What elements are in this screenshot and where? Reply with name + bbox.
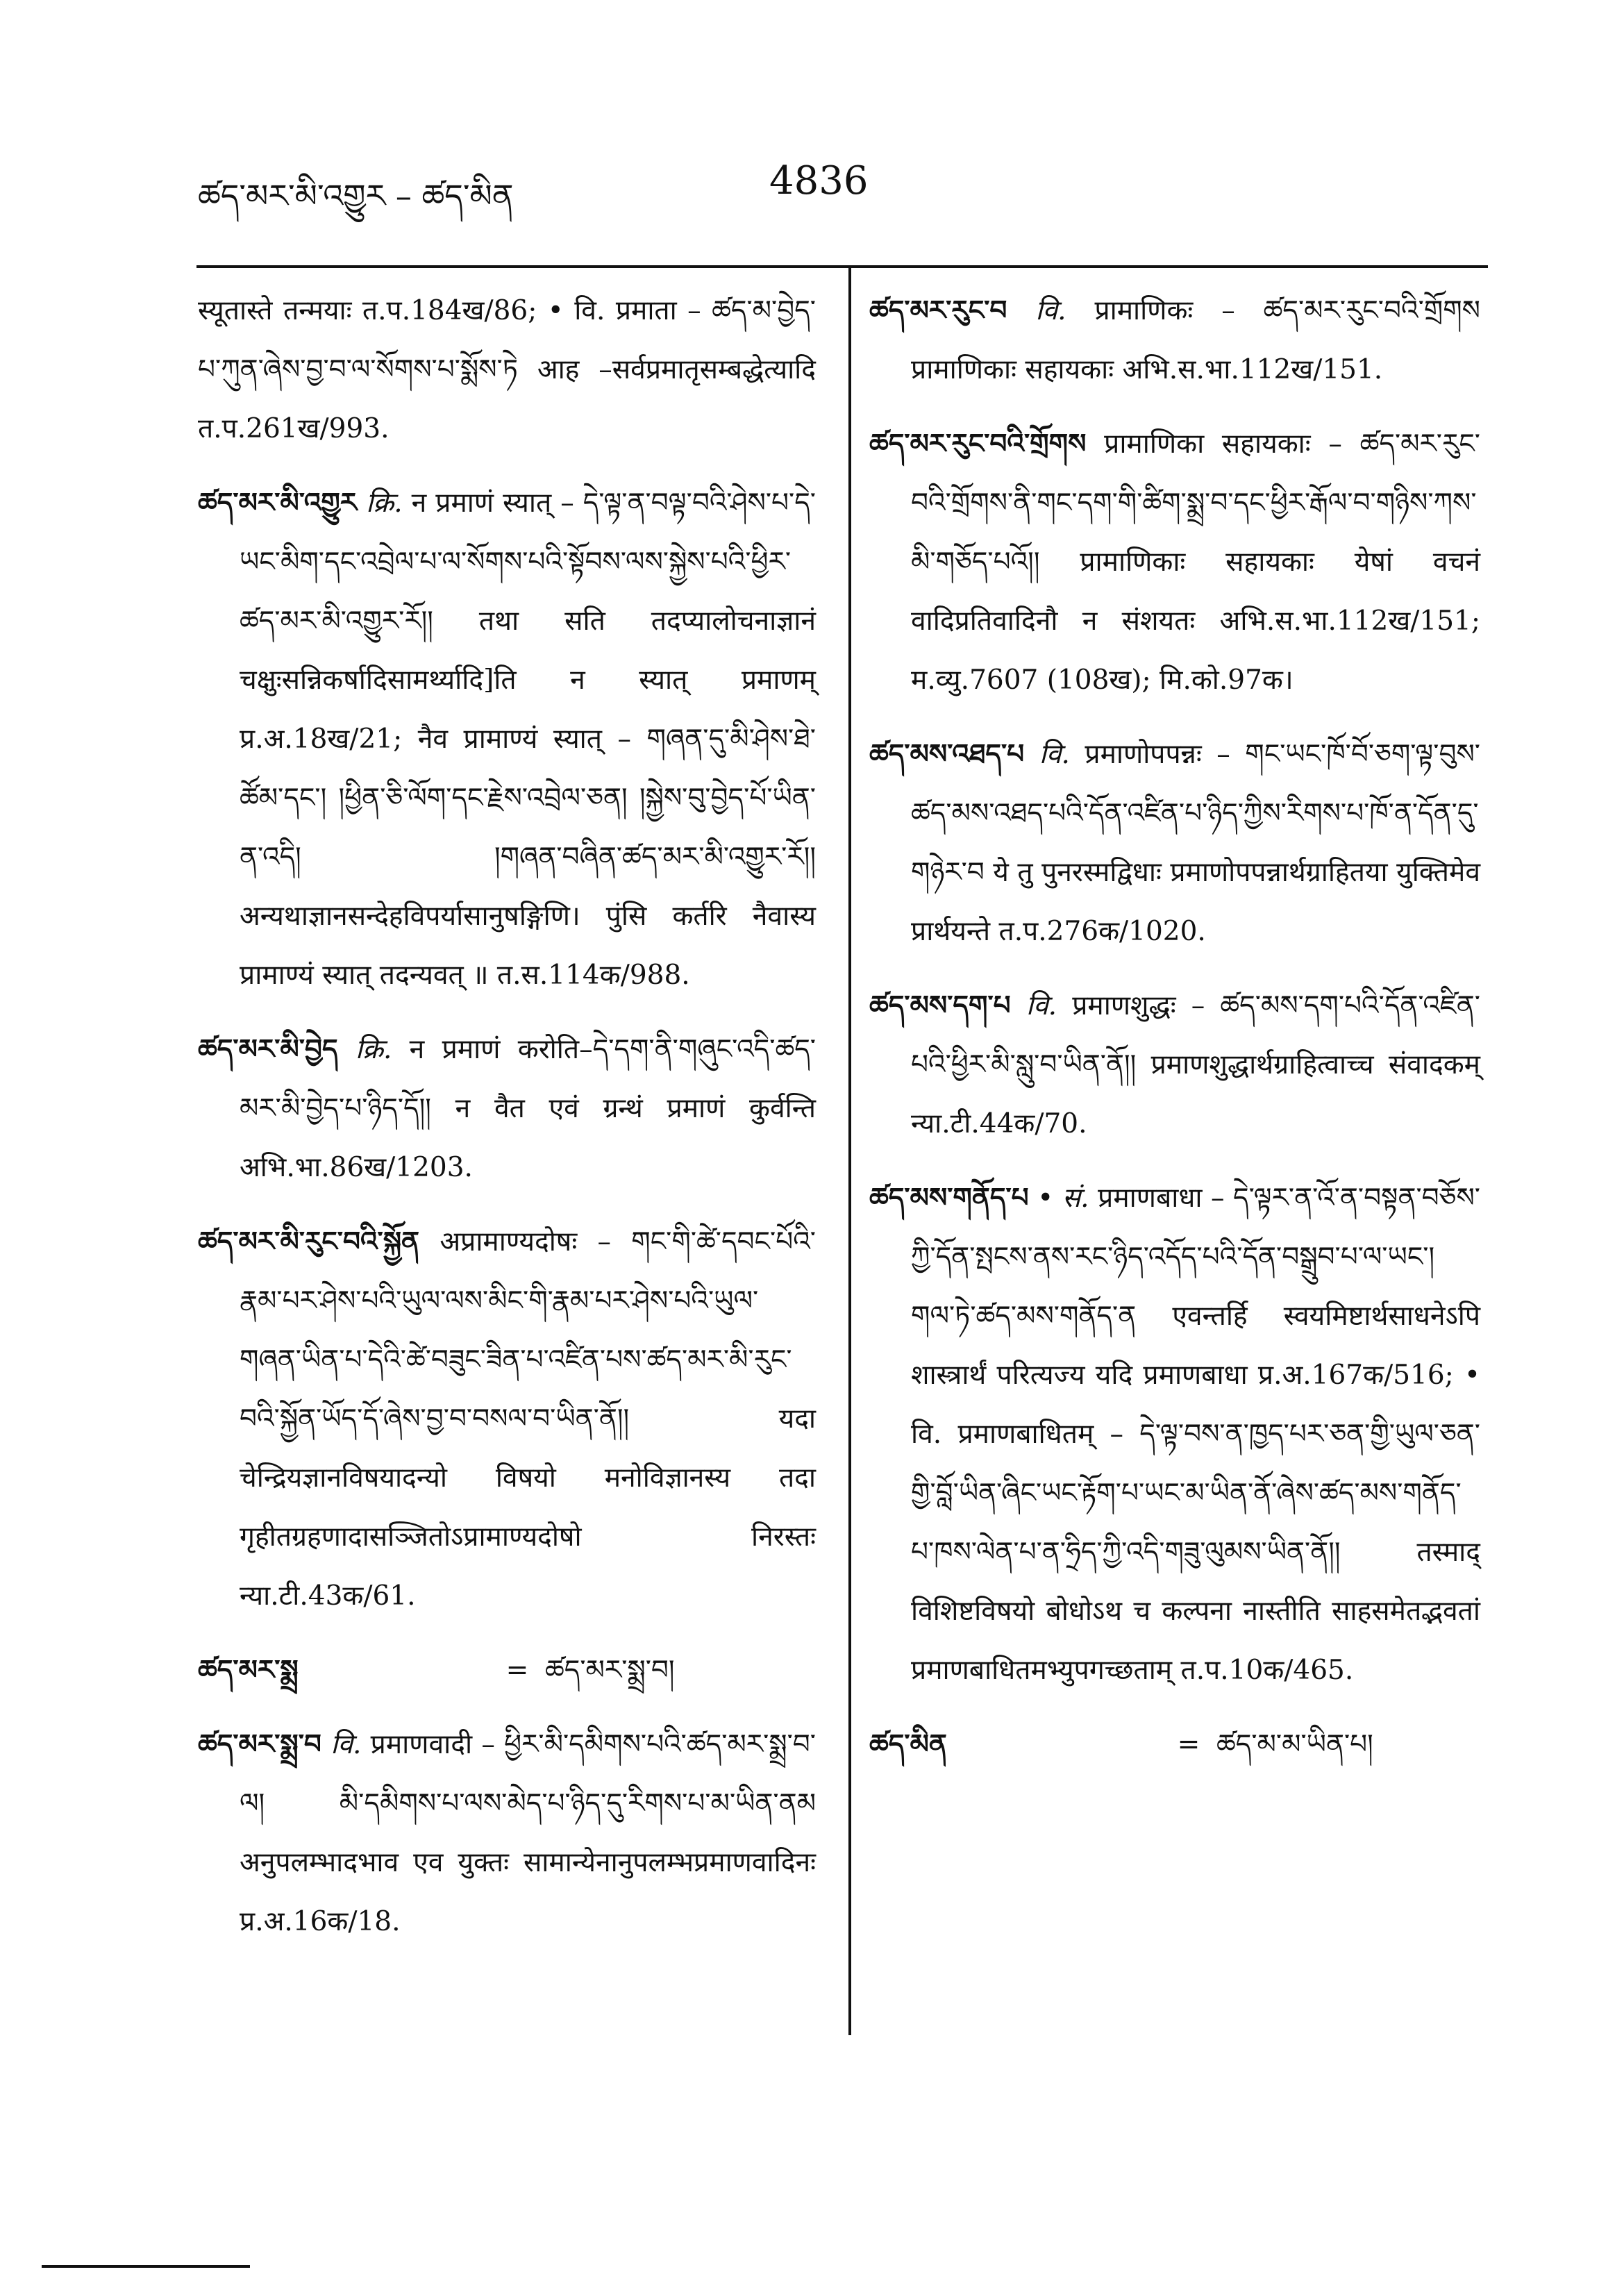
- entry-continuation: [198, 281, 816, 458]
- entry-text: प्रामाणिकः – ཚད་མར་རུང་བའི་གྲོགས प्रामाणिकाः सहायकाः अभि.स.भा.112ख/151.: [911, 295, 1480, 385]
- header-rule: [196, 265, 1488, 268]
- entry-headword: ཚད་མར་རུང་བ: [869, 294, 1007, 326]
- entry-text: न प्रमाणं करोति–དེ་དག་ནི་གཞུང་འདི་ཚད་མར་མི་བྱེད་པ་ཉིད་དོ།། न वैत एवं ग्रन्थं प्रमाणं कुर्वन्ति अभि.भा.86ख/1203.: [240, 1034, 816, 1183]
- entry-text: अप्रामाण्यदोषः – གང་གི་ཚེ་དབང་པོའི་རྣམ་པར་ཤེས་པའི་ཡུལ་ལས་མིང་གི་རྣམ་པར་ཤེས་པའི་ཡུལ་གཞན་ཡིན་པ་དེའི་ཚེ་བཟུང་ཟིན་པ་འཛིན་པས་ཚད་མར་མི་རུང་བའི་སྐྱོན་ཡོད་དོ་ཞེས་བྱ་བ་བསལ་བ་ཡིན་ནོ།། यदा चेन्द्रियज्ञानविषयादन्यो विषयो मनोविज्ञानस्य तदा गृहीतग्रहणादासञ्जितोऽप्रामाण्यदोषो निरस्तः न्या.टी.43क/61.: [240, 1226, 817, 1612]
- entry-headword: ཚད་མས་དག་པ: [869, 989, 1011, 1021]
- entry-grammar: • सं.: [1037, 1183, 1089, 1214]
- entry-grammar: क्रि.: [366, 487, 403, 519]
- entry-headword: ཚད་མར་མི་རུང་བའི་སྐྱོན: [198, 1226, 420, 1258]
- entry-headword: ཚད་མར་རུང་བའི་གྲོགས: [869, 428, 1087, 460]
- entry-headword: ཚད་མས་འཐད་པ: [869, 738, 1025, 770]
- dictionary-entry: [198, 1715, 816, 1951]
- dictionary-entry: [869, 281, 1480, 399]
- cross-reference-entry: [198, 1641, 816, 1700]
- dictionary-entry: [198, 1212, 816, 1626]
- right-column: [869, 281, 1480, 1789]
- equals-sign: =: [505, 1655, 529, 1686]
- cross-reference-target: ཚད་མ་མ་ཡིན་པ།: [1216, 1729, 1373, 1760]
- dictionary-entry: [869, 976, 1480, 1153]
- entry-grammar: वि.: [1039, 739, 1070, 770]
- left-column: [198, 281, 816, 1966]
- entry-grammar: वि.: [1035, 295, 1066, 326]
- entry-grammar: वि.: [330, 1729, 362, 1760]
- entry-headword: ཚད་མས་གནོད་པ: [869, 1182, 1029, 1214]
- entry-headword: ཚད་མིན: [869, 1728, 947, 1760]
- entry-grammar: क्रि.: [355, 1034, 392, 1065]
- cross-reference-entry: [869, 1715, 1480, 1774]
- entry-text: प्रमाणशुद्धः – ཚད་མས་དག་པའི་དོན་འཛིན་པའི་ཕྱིར་མི་སླུ་བ་ཡིན་ནོ།། प्रमाणशुद्धार्थग्राहित्वाच्च संवादकम् न्या.टी.44क/70.: [911, 990, 1480, 1139]
- entry-headword: ཚད་མར་སྨྲ: [198, 1654, 299, 1686]
- entry-headword: ཚད་མར་མི་འགྱུར: [198, 487, 358, 519]
- entry-text: प्रामाणिका सहायकाः – ཚད་མར་རུང་བའི་གྲོགས་ནི་གང་དག་གི་ཚིག་སྨྲ་བ་དང་ཕྱིར་རྒོལ་བ་གཉིས་ཀས་མི་གཅོད་པའོ།། प्रामाणिकाः सहायकाः येषां वचनं वादिप्रतिवादिनौ न संशयतः अभि.स.भा.112ख/151; म.व्यु.7607 (108ख); मि.को.97क।: [911, 428, 1480, 696]
- header-entry-range: ཚད་མར་མི་འགྱུར – ཚད་མིན: [198, 177, 514, 215]
- cross-reference-target: ཚད་མར་སྨྲ་བ།: [545, 1655, 675, 1686]
- dictionary-entry: [869, 725, 1480, 961]
- entry-text: स्यूतास्ते तन्मयाः त.प.184ख/86; • वि. प्रमाता – ཚད་མ་བྱེད་པ་ཀུན་ཞེས་བྱ་བ་ལ་སོགས་པ་སྨོས་ཏེ आह –सर्वप्रमातृसम्बद्धेत्यादि त.प.261ख/993.: [198, 295, 816, 444]
- entry-headword: ཚད་མར་སྨྲ་བ: [198, 1728, 321, 1760]
- entry-text: प्रमाणवादी – ཕྱིར་མི་དམིགས་པའི་ཚད་མར་སྨྲ་བ་ལ། མི་དམིགས་པ་ལས་མེད་པ་ཉིད་དུ་རིགས་པ་མ་ཡིན་ནམ अनुपलम्भादभाव एव युक्तः सामान्येनानुपलम्भप्रमाणवादिनः प्र.अ.16क/18.: [240, 1729, 816, 1937]
- entry-text: न प्रमाणं स्यात् – དེ་ལྟ་ན་བལྟ་བའི་ཤེས་པ་དེ་ཡང་མིག་དང་འབྲེལ་པ་ལ་སོགས་པའི་སྟོབས་ལས་སྐྱེས་པའི་ཕྱིར་ཚད་མར་མི་འགྱུར་རོ།། तथा सति तदप्यालोचनाज्ञानं चक्षुःसन्निकर्षादिसामर्थ्यादि]ति न स्यात् प्रमाणम् प्र.अ.18ख/21; नैव प्रामाण्यं स्यात् – གཞན་དུ་མི་ཤེས་ཐེ་ཚོམ་དང་། །ཕྱིན་ཅི་ལོག་དང་རྗེས་འབྲེལ་ཅན། །སྐྱེས་བུ་བྱེད་པོ་ཡིན་ན་འདི། །གཞན་བཞིན་ཚད་མར་མི་འགྱུར་རོ།། अन्यथाज्ञानसन्देहविपर्यासानुषङ्गिणि। पुंसि कर्तरि नैवास्य प्रामाण्यं स्यात् तदन्यवत् ॥ त.स.114क/988.: [240, 487, 817, 991]
- entry-grammar: वि.: [1026, 990, 1057, 1021]
- entry-text: प्रमाणबाधा – དེ་ལྟར་ན་འོ་ན་བསྟན་བཅོས་ཀྱི་དོན་སྤངས་ནས་རང་ཉིད་འདོད་པའི་དོན་བསྒྲུབ་པ་ལ་ཡང་། གལ་ཏེ་ཚད་མས་གནོད་ན एवन्तर्हि स्वयमिष्टार्थसाधनेऽपि शास्त्रार्थं परित्यज्य यदि प्रमाणबाधा प्र.अ.167क/516; • वि. प्रमाणबाधितम् – དེ་ལྟ་བས་ན་ཁྱད་པར་ཅན་གྱི་ཡུལ་ཅན་གྱི་བློ་ཡིན་ཞིང་ཡང་རྟོག་པ་ཡང་མ་ཡིན་ནོ་ཞེས་ཚད་མས་གནོད་པ་ཁས་ལེན་པ་ན་ཧྲིད་ཀྱི་འདི་གཟུ་ལུམས་ཡིན་ནོ།། तस्माद् विशिष्टविषयो बोधोऽथ च कल्पना नास्तीति साहसमेतद्भवतां प्रमाणबाधितमभ्युपगच्छताम् त.प.10क/465.: [911, 1183, 1481, 1686]
- entry-headword: ཚད་མར་མི་བྱེད: [198, 1033, 338, 1065]
- column-divider: [848, 268, 851, 2035]
- dictionary-entry: [869, 415, 1480, 710]
- entry-text: प्रमाणोपपन्नः – གང་ཡང་ཁོ་བོ་ཅག་ལྟ་བུས་ཚད་མས་འཐད་པའི་དོན་འཛིན་པ་ཉིད་ཀྱིས་རིགས་པ་ཁོ་ན་དོན་དུ་གཉེར་བ ये तु पुनरस्मद्विधाः प्रमाणोपपन्नार्थग्राहितया युक्तिमेव प्रार्थयन्ते त.प.276क/1020.: [911, 739, 1480, 947]
- dictionary-entry: [198, 1020, 816, 1197]
- dictionary-entry: [869, 1169, 1480, 1700]
- equals-sign: =: [1177, 1729, 1200, 1760]
- page-number: 4836: [769, 158, 869, 203]
- footnote-rule: [42, 2265, 250, 2268]
- dictionary-entry: [198, 474, 816, 1005]
